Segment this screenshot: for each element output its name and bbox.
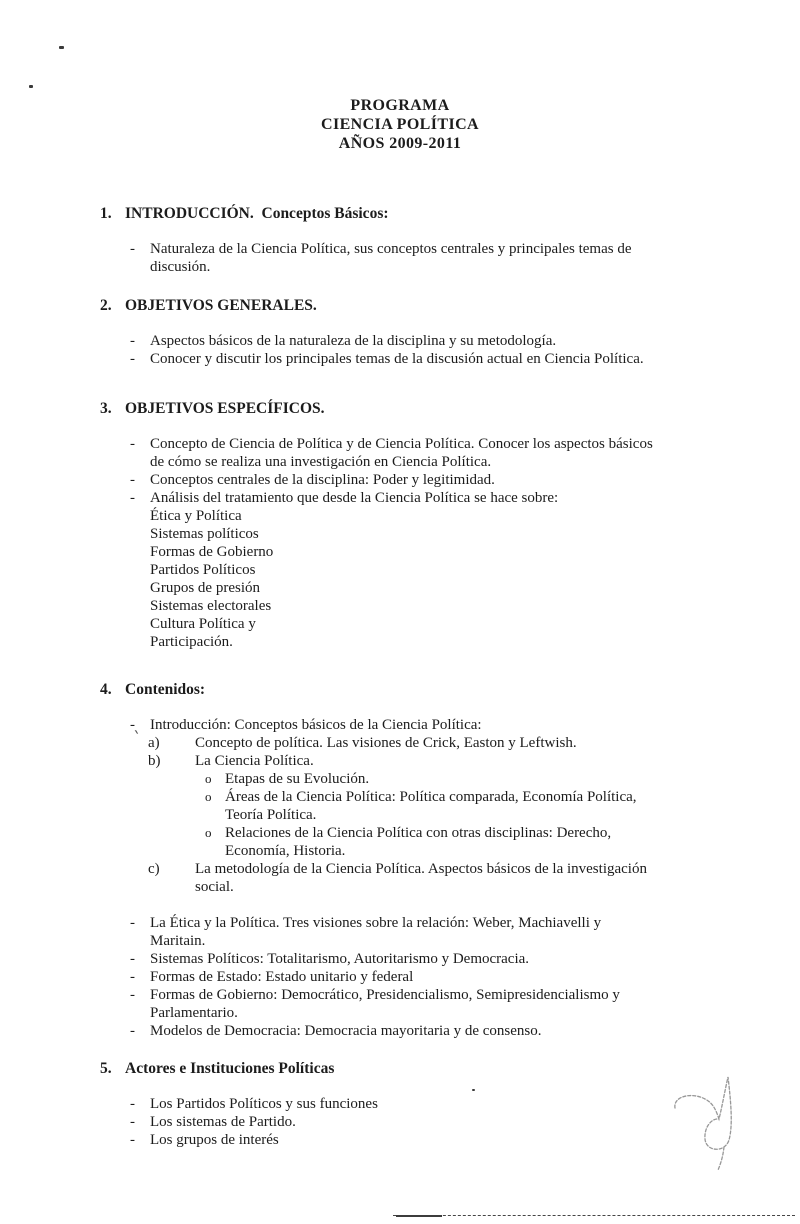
list-item [0,579,800,597]
text-line: Teoría Política. [225,807,317,823]
list-item-text [150,914,601,950]
list-item-text [150,525,259,543]
list-item [0,332,800,350]
list-item-text [150,633,233,651]
text-line: Sistemas políticos [150,526,259,542]
list-item-text [225,770,369,788]
list-marker: o [205,771,212,786]
list-item-text [150,950,529,968]
title-line-3: AÑOS 2009-2011 [338,135,462,152]
section-3 [0,399,800,651]
section-heading [0,204,800,223]
handwritten-signature-scribble [645,1050,800,1200]
text-line: Aspectos básicos de la naturaleza de la disciplina y su metodología. [150,333,557,349]
list-marker: o [205,825,212,840]
list-marker: - [130,969,135,985]
list-item [0,435,800,471]
list-marker: - [130,1023,135,1039]
list-item-text [150,1022,542,1040]
list-item [0,986,800,1022]
list-item-text [195,752,314,770]
section-number: 4. [100,681,112,698]
list-item-text [150,489,558,507]
text-line: de cómo se realiza una investigación en Ciencia Política. [150,454,492,470]
list-marker: - [130,490,135,506]
title-line-1: PROGRAMA [350,97,450,114]
bottom-scan-line [393,1215,795,1216]
text-line: Grupos de presión [150,580,260,596]
list-item [0,914,800,950]
section-number: 3. [100,400,112,417]
list-item-text [150,1095,378,1113]
list-item-text [150,1113,296,1131]
list-item [0,543,800,561]
text-line: Partidos Políticos [150,562,256,578]
list-marker: - [130,436,135,452]
list-item-text [150,716,482,734]
section-heading [0,296,800,315]
list-item-text [150,597,271,615]
list-item [0,350,800,368]
list-item [0,968,800,986]
list-item [0,507,800,525]
list-item-text [150,435,653,471]
title-line-2: CIENCIA POLÍTICA [321,116,479,133]
section-1 [0,204,800,276]
section-title: INTRODUCCIÓN. Conceptos Básicos: [125,205,389,222]
list-item-text [150,579,260,597]
list-marker: - [130,1096,135,1112]
section-title: OBJETIVOS GENERALES. [125,297,317,314]
list-item [0,525,800,543]
section-heading [0,680,800,699]
list-marker: - [130,1132,135,1148]
text-line: Formas de Estado: Estado unitario y federal [150,969,414,985]
text-line: Áreas de la Ciencia Política: Política comparada, Economía Política, [225,789,637,805]
text-line: Los Partidos Políticos y sus funciones [150,1096,378,1112]
scan-speck [59,46,64,49]
list-marker: - [130,241,135,257]
section-number: 1. [100,205,112,222]
section-title: Contenidos: [125,681,206,698]
list-item [0,615,800,633]
list-item-text [150,615,256,633]
list-item [0,770,800,788]
section-number: 2. [100,297,112,314]
section-2 [0,296,800,368]
list-item-text [150,561,255,579]
list-marker: c) [148,861,160,877]
text-line: Modelos de Democracia: Democracia mayoritaria y de consenso. [150,1023,542,1039]
text-line: Los sistemas de Partido. [150,1114,296,1130]
bottom-scan-line-dark-segment [396,1215,442,1217]
list-marker: - [130,351,135,367]
scan-speck [29,85,33,88]
text-line: Concepto de Ciencia de Política y de Ciencia Política. Conocer los aspectos básicos [150,436,653,452]
text-line: Naturaleza de la Ciencia Política, sus conceptos centrales y principales temas de [150,241,632,257]
text-line: Análisis del tratamiento que desde la Ciencia Política se hace sobre: [150,490,559,506]
list-item [0,788,800,824]
text-line: La metodología de la Ciencia Política. Aspectos básicos de la investigación [195,861,647,877]
list-item [0,471,800,489]
list-item-text [225,824,611,860]
list-item-text [150,1131,279,1149]
text-line: Sistemas electorales [150,598,272,614]
list-item-text [150,240,631,276]
list-marker: - [130,951,135,967]
list-item-text [150,543,273,561]
list-marker: o [205,789,212,804]
list-item-text [195,860,647,896]
text-line: Etapas de su Evolución. [225,771,370,787]
text-line: Los grupos de interés [150,1132,279,1148]
list-item [0,489,800,507]
list-item [0,734,800,752]
list-item-text [195,734,577,752]
section-4 [0,680,800,1040]
text-line: Parlamentario. [150,1005,238,1021]
list-marker: - [130,915,135,931]
list-item-text [150,471,495,489]
text-line: Maritain. [150,933,206,949]
document-title [0,96,800,153]
list-item-text [150,986,620,1022]
text-line: Formas de Gobierno: Democrático, Presidencialismo, Semipresidencialismo y [150,987,620,1003]
text-line: social. [195,879,234,895]
text-line: Conceptos centrales de la disciplina: Poder y legitimidad. [150,472,495,488]
list-marker: - [130,987,135,1003]
text-line: Relaciones de la Ciencia Política con otras disciplinas: Derecho, [225,825,612,841]
list-marker: - [130,717,135,733]
scan-speck [472,1089,475,1091]
section-title: OBJETIVOS ESPECÍFICOS. [125,400,325,417]
list-marker: a) [148,735,160,751]
list-item [0,950,800,968]
text-line: discusión. [150,259,211,275]
section-number: 5. [100,1060,112,1077]
handwritten-tick-mark: ` [130,728,142,750]
list-marker: b) [148,753,161,769]
list-marker: - [130,472,135,488]
list-item-text [150,507,242,525]
list-item [0,716,800,734]
list-item [0,1022,800,1040]
section-title: Actores e Instituciones Políticas [125,1060,335,1077]
list-item [0,561,800,579]
text-line: Conocer y discutir los principales temas de la discusión actual en Ciencia Política. [150,351,644,367]
list-marker: - [130,333,135,349]
list-item [0,633,800,651]
list-item [0,240,800,276]
text-line: Introducción: Conceptos básicos de la Ciencia Política: [150,717,482,733]
text-line: Sistemas Políticos: Totalitarismo, Autoritarismo y Democracia. [150,951,530,967]
list-item [0,752,800,770]
text-line: Formas de Gobierno [150,544,274,560]
list-item [0,597,800,615]
text-line: La Ética y la Política. Tres visiones sobre la relación: Weber, Machiavelli y [150,915,602,931]
list-marker: - [130,1114,135,1130]
list-item-text [150,332,556,350]
list-item-text [225,788,637,824]
text-line: Participación. [150,634,233,650]
section-heading [0,399,800,418]
document-body [0,204,800,1149]
text-line: Cultura Política y [150,616,256,632]
text-line: Concepto de política. Las visiones de Crick, Easton y Leftwish. [195,735,577,751]
list-item-text [150,350,644,368]
list-item-text [150,968,413,986]
list-item [0,824,800,860]
list-item [0,860,800,896]
text-line: La Ciencia Política. [195,753,314,769]
text-line: Ética y Política [150,508,242,524]
text-line: Economía, Historia. [225,843,346,859]
